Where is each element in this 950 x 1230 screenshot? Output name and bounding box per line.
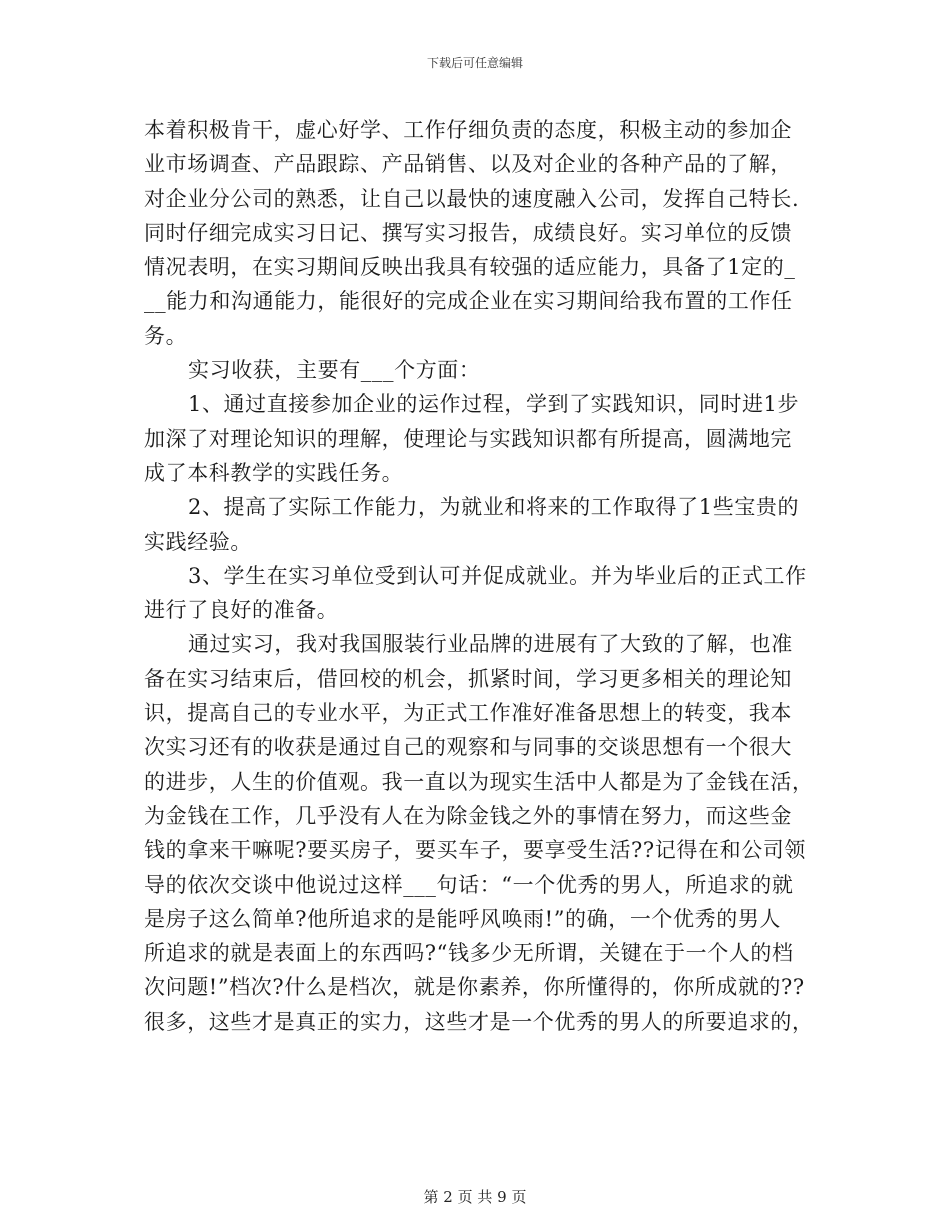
- list-item-line: 3、学生在实习单位受到认可并促成就业。并为毕业后的正式工作: [188, 563, 807, 588]
- text-line: 务。: [144, 323, 188, 348]
- paragraph-start-line: 通过实习，我对我国服装行业品牌的进展有了大致的了解，也准: [188, 632, 793, 657]
- page-number-indicator: 第 2 页 共 9 页: [423, 1188, 527, 1206]
- text-line: 成了本科教学的实践任务。: [144, 460, 404, 485]
- text-line: 同时仔细完成实习日记、撰写实习报告，成绩良好。实习单位的反馈: [144, 220, 792, 245]
- text-line: 进行了良好的准备。: [144, 598, 339, 623]
- list-item-line: 1、通过直接参加企业的运作过程，学到了实践知识，同时进1步: [188, 392, 800, 417]
- text-line: 实践经验。: [144, 529, 252, 554]
- text-line: 的进步，人生的价值观。我一直以为现实生活中人都是为了金钱在活，: [144, 769, 814, 794]
- text-line: 次实习还有的收获是通过自己的观察和与同事的交谈思想有一个很大: [144, 735, 792, 760]
- text-line: 加深了对理论知识的理解，使理论与实践知识都有所提高，圆满地完: [144, 426, 792, 451]
- text-line: 所追求的就是表面上的东西吗?“钱多少无所谓，关键在于一个人的档: [144, 941, 794, 966]
- text-line: __能力和沟通能力，能很好的完成企业在实习期间给我布置的工作任: [144, 289, 793, 314]
- text-line: 识，提高自己的专业水平，为正式工作准好准备思想上的转变，我本: [144, 701, 792, 726]
- text-line: 情况表明，在实习期间反映出我具有较强的适应能力，具备了1定的_: [144, 255, 796, 280]
- text-line: 本着积极肯干，虚心好学、工作仔细负责的态度，积极主动的参加企: [144, 118, 792, 142]
- text-line: 导的依次交谈中他说过这样___句话：“一个优秀的男人，所追求的就: [144, 872, 794, 897]
- text-line: 钱的拿来干嘛呢?要买房子，要买车子，要享受生活??记得在和公司领: [144, 838, 806, 863]
- list-item-line: 2、提高了实际工作能力，为就业和将来的工作取得了1些宝贵的: [188, 495, 800, 520]
- text-line: 备在实习结束后，借回校的机会，抓紧时间，学习更多相关的理论知: [144, 666, 792, 691]
- page-header-note: 下载后可任意编辑: [426, 56, 523, 70]
- text-line: 次问题!”档次?什么是档次，就是你素养，你所懂得的，你所成就的??: [144, 975, 805, 1000]
- document-body: [144, 113, 814, 1039]
- text-line: 为金钱在工作，几乎没有人在为除金钱之外的事情在努力，而这些金: [144, 803, 792, 828]
- text-line: 很多，这些才是真正的实力，这些才是一个优秀的男人的所要追求的，: [144, 1009, 814, 1034]
- text-line: 是房子这么简单?他所追求的是能呼风唤雨!”的确，一个优秀的男人: [144, 906, 782, 931]
- section-heading-line: 实习收获，主要有___个方面：: [188, 358, 481, 383]
- text-line: 对企业分公司的熟悉，让自己以最快的速度融入公司，发挥自己特长.: [144, 186, 800, 211]
- text-line: 业市场调查、产品跟踪、产品销售、以及对企业的各种产品的了解，: [144, 152, 792, 177]
